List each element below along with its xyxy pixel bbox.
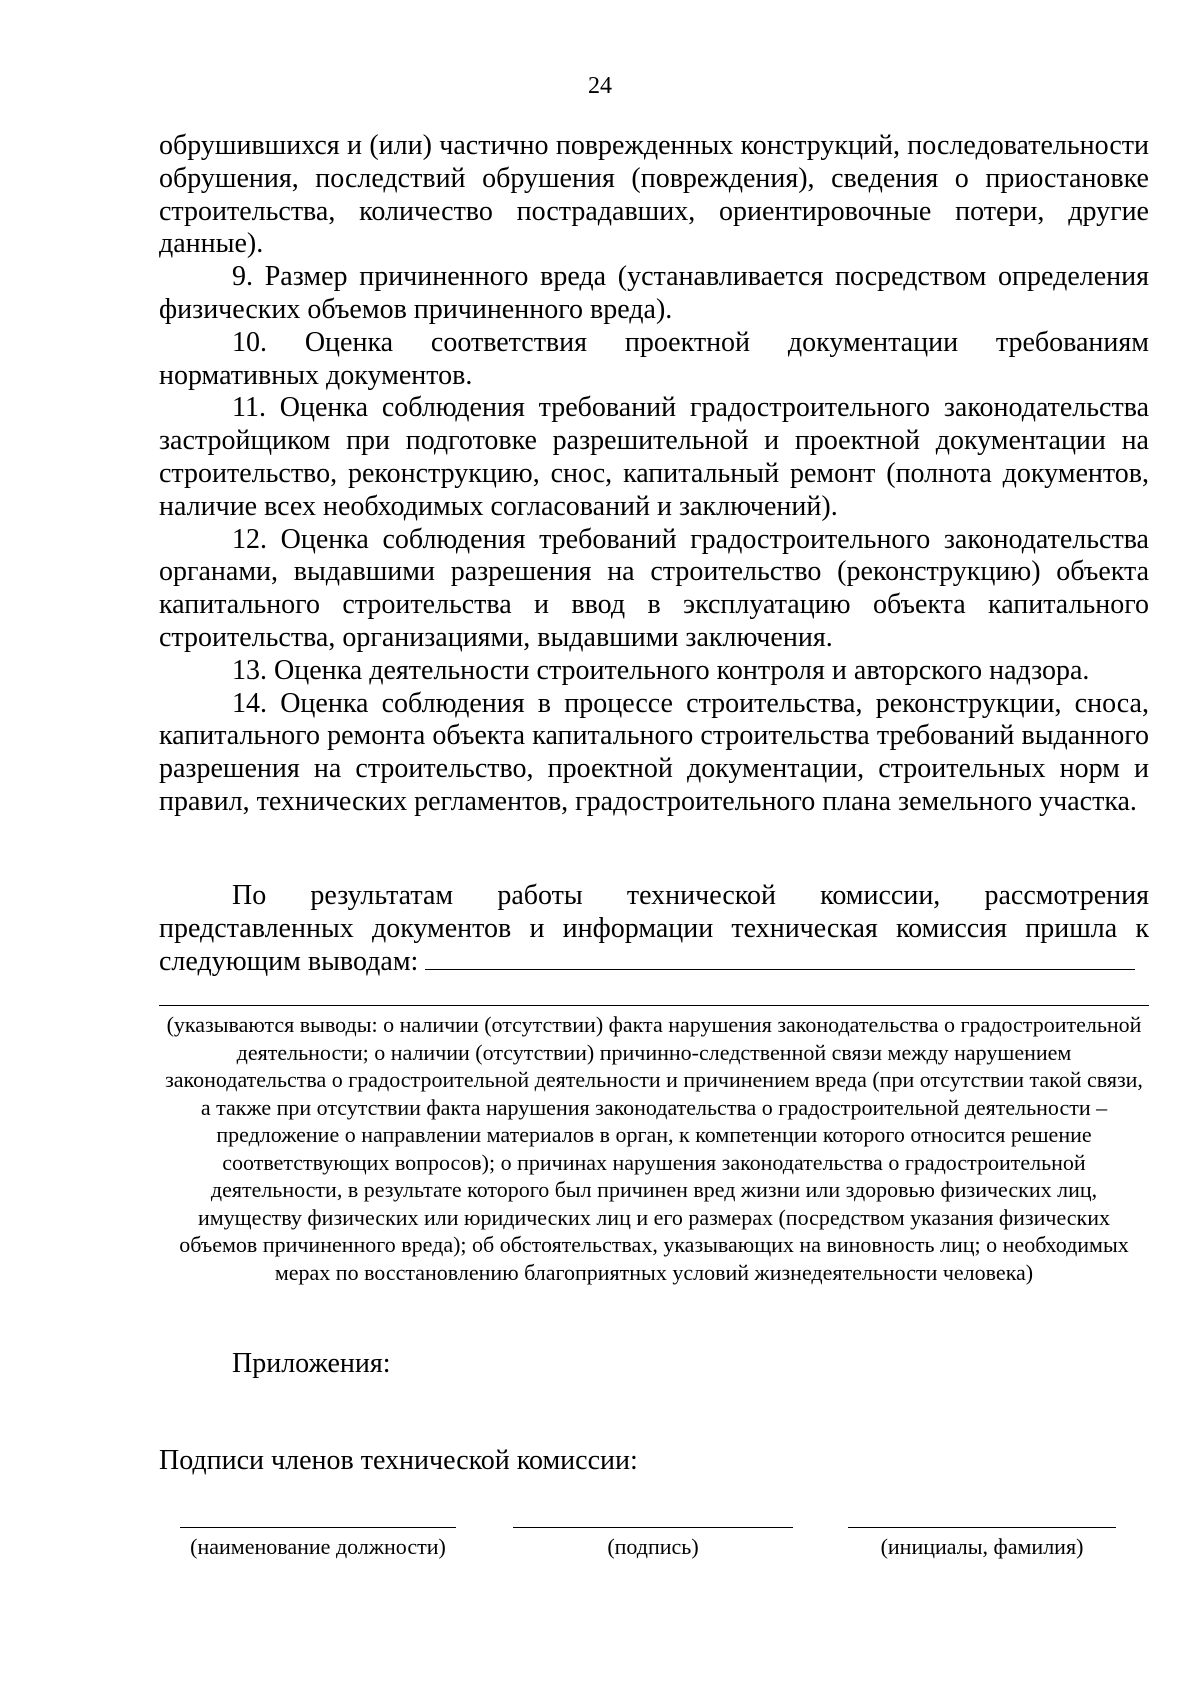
appendix-label: Приложения: [232, 1348, 391, 1379]
document-body [159, 130, 1149, 819]
conclusion-block [159, 880, 1149, 978]
conclusion-fill-line [425, 947, 1135, 970]
signature-position-caption: (наименование должности) [190, 1534, 446, 1559]
paragraph-item-10: 10. Оценка соответствия проектной документации требованиям нормативных документов. [159, 326, 1149, 391]
signature-name-caption: (инициалы, фамилия) [880, 1534, 1084, 1559]
paragraph-continuation: обрушившихся и (или) частично поврежденных конструкций, последовательности обрушения, последствий обрушения (повреждения), сведения о приостановке строительства, количество пострадавших, ориентировочные потери, другие данные). [159, 130, 1149, 260]
signature-name-line [848, 1527, 1116, 1528]
signature-sign-field [513, 1527, 793, 1560]
conclusion-paragraph [159, 880, 1149, 978]
paragraph-item-12: 12. Оценка соблюдения требований градостроительного законодательства органами, выдавшими разрешения на строительство (реконструкцию) объекта капитального строительства и ввод в эксплуатацию объекта капитального строительства, организациями, выдавшими заключения. [159, 523, 1149, 653]
conclusion-fill-line-2 [159, 1005, 1149, 1006]
signature-position-line [180, 1527, 456, 1528]
paragraph-item-11: 11. Оценка соблюдения требований градостроительного законодательства застройщиком при подготовке разрешительной и проектной документации на строительство, реконструкцию, снос, капитальный ремонт (полнота документов, наличие всех необходимых согласований и заключений). [159, 392, 1149, 522]
signature-position-field [180, 1527, 456, 1560]
paragraph-item-14: 14. Оценка соблюдения в процессе строительства, реконструкции, сноса, капитального ремонта объекта капитального строительства требований выданного разрешения на строительство, проектной документации, строительных норм и правил, технических регламентов, градостроительного плана земельного участка. [159, 687, 1149, 817]
paragraph-item-13: 13. Оценка деятельности строительного контроля и авторского надзора. [232, 654, 1090, 686]
signature-sign-line [513, 1527, 793, 1528]
conclusion-hint: (указываются выводы: о наличии (отсутствии) факта нарушения законодательства о градостроительной деятельности; о наличии (отсутствии) причинно-следственной связи между нарушением законодательства о градостроительной деятельности и причинением вреда (при отсутствии такой связи, а также при отсутствии факта нарушения законодательства о градостроительной деятельности – предложение о направлении материалов в орган, к компетенции которого относится решение соответствующих вопросов); о причинах нарушения законодательства о градостроительной деятельности, в результате которого был причинен вред жизни или здоровью физических лиц, имуществу физических или юридических лиц и его размерах (посредством указания физических объемов причиненного вреда); об обстоятельствах, указывающих на виновность лиц; о необходимых мерах по восстановлению благоприятных условий жизнедеятельности человека) [165, 1012, 1143, 1285]
page-number: 24 [588, 73, 612, 99]
signature-name-field [848, 1527, 1116, 1560]
signatures-title: Подписи членов технической комиссии: [159, 1445, 638, 1476]
signature-sign-caption: (подпись) [607, 1534, 699, 1559]
conclusion-text: По результатам работы технической комиссии, рассмотрения представленных документов и информации техническая комиссия пришла к следующим выводам: [159, 880, 1149, 977]
paragraph-item-9: 9. Размер причиненного вреда (устанавливается посредством определения физических объемов причиненного вреда). [159, 261, 1149, 325]
